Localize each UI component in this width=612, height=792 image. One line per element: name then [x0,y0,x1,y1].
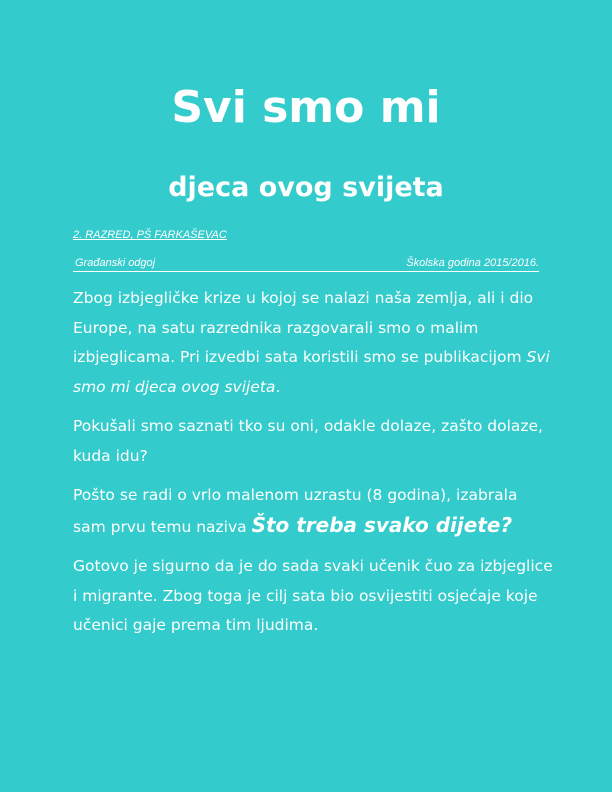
school-year-label: Školska godina 2015/2016. [406,257,539,269]
paragraph-4: Gotovo je sigurno da je do sada svaki učenik čuo za izbjeglice i migrante. Zbog toga je cilj sata bio osvijestiti osjećaje koje učenici gaje prema tim ljudima. [73,557,553,634]
paragraph-1-end: . [275,377,281,396]
paragraph-3 [73,481,553,542]
subject-label: Građanski odgoj [75,257,156,269]
subject-year-line [73,256,539,272]
body-text [73,284,553,651]
paragraph-3-text: Pošto se radi o vrlo malenom uzrastu (8 godina), izabrala sam prvu temu naziva [73,486,518,536]
paragraph-2: Pokušali smo saznati tko su oni, odakle dolaze, zašto dolaze, kuda idu? [73,417,543,465]
paragraph-1 [73,284,553,402]
publication-title: Svi smo mi djeca ovog svijeta [73,348,550,396]
page-subtitle: djeca ovog svijeta [168,172,444,203]
paragraph-1-text: Zbog izbjegličke krize u kojoj se nalazi naša zemlja, ali i dio Europe, na satu razrednika razgovarali smo o malim izbjeglicama. Pri izvedbi sata koristili smo se publikacijom [73,289,534,366]
class-line: 2. RAZRED, PŠ FARKAŠEVAC [73,229,227,241]
page-title: Svi smo mi [171,82,441,133]
topic-title: Što treba svako dijete? [251,512,513,537]
